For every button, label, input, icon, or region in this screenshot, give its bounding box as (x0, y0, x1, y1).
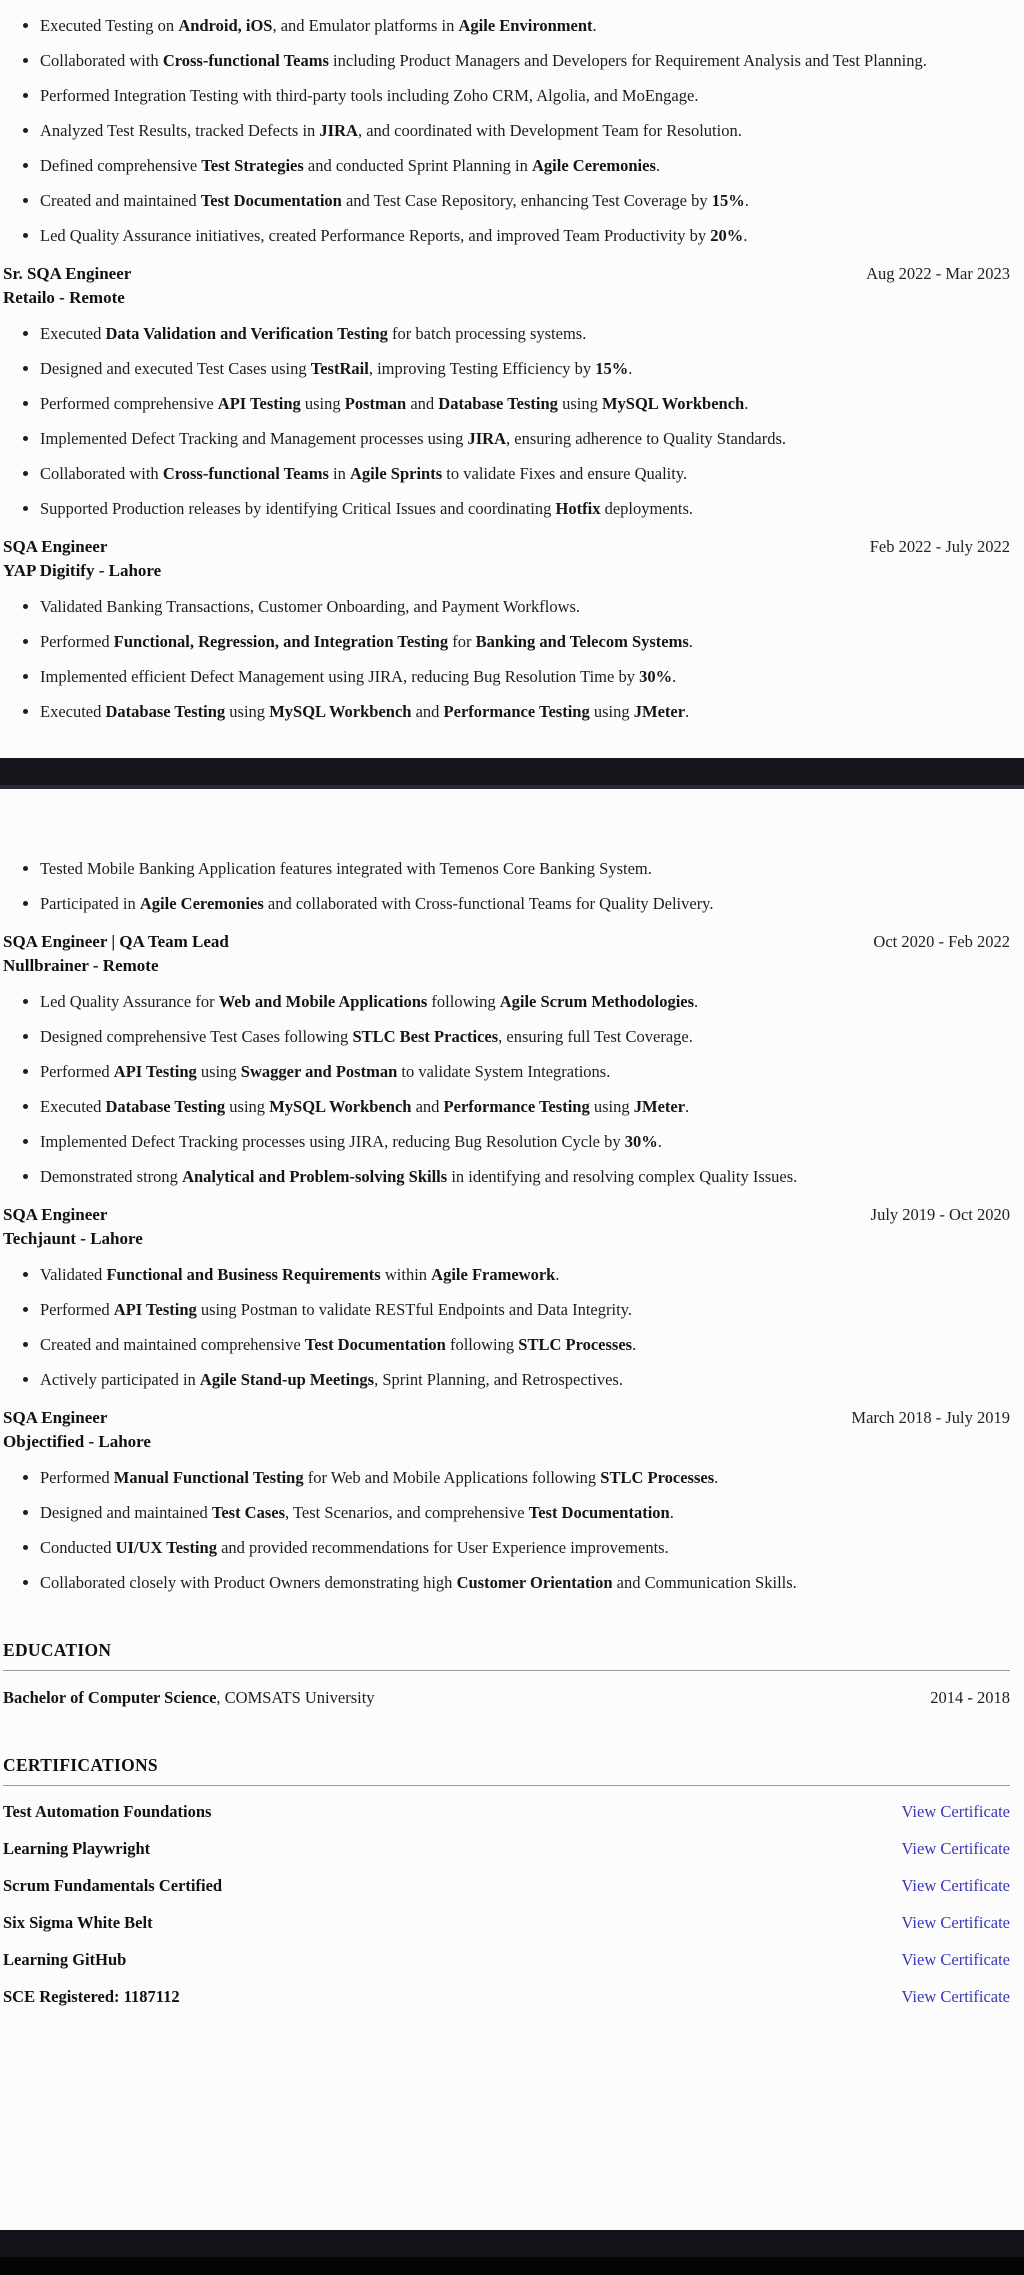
job-title: SQA Engineer (3, 1408, 108, 1427)
job-dates: March 2018 - July 2019 (851, 1408, 1010, 1427)
job-title-company (3, 1203, 143, 1251)
bullet-item: • Supported Production releases by identifying Critical Issues and coordinating Hotfix deployments. (40, 497, 1010, 520)
bullet-item: • Performed Integration Testing with third-party tools including Zoho CRM, Algolia, and MoEngage. (40, 84, 1010, 107)
job-dates: Feb 2022 - July 2022 (869, 537, 1010, 556)
bullet-list (3, 1466, 1010, 1594)
job-dates: Oct 2020 - Feb 2022 (873, 932, 1010, 951)
bullet-item: • Executed Data Validation and Verification Testing for batch processing systems. (40, 322, 1010, 345)
bullet-item: • Executed Testing on Android, iOS, and Emulator platforms in Agile Environment. (40, 14, 1010, 37)
bullet-item: • Executed Database Testing using MySQL Workbench and Performance Testing using JMeter. (40, 1095, 1010, 1118)
bullet-item: • Collaborated with Cross-functional Teams in Agile Sprints to validate Fixes and ensure Quality. (40, 462, 1010, 485)
bullet-list (3, 990, 1010, 1188)
certification-row (3, 1800, 1010, 1823)
bullet-item: • Performed API Testing using Swagger and Postman to validate System Integrations. (40, 1060, 1010, 1083)
certification-name: Learning GitHub (3, 1950, 127, 1969)
bullet-list (3, 1263, 1010, 1391)
job-title: SQA Engineer | QA Team Lead (3, 932, 229, 951)
bullet-item: • Participated in Agile Ceremonies and collaborated with Cross-functional Teams for Quality Delivery. (40, 892, 1010, 915)
bullet-item: • Led Quality Assurance for Web and Mobile Applications following Agile Scrum Methodologies. (40, 990, 1010, 1013)
experience-top-bullets (3, 14, 1010, 247)
experience-continuation-bullets (3, 857, 1010, 915)
education-degree: Bachelor of Computer Science, COMSATS University (3, 1688, 375, 1707)
bullet-item: • Implemented efficient Defect Management using JIRA, reducing Bug Resolution Time by 30%. (40, 665, 1010, 688)
bullet-item: • Designed and executed Test Cases using TestRail, improving Testing Efficiency by 15%. (40, 357, 1010, 380)
job-title: SQA Engineer (3, 537, 108, 556)
job-company: Nullbrainer - Remote (3, 956, 159, 975)
bullet-item: • Performed comprehensive API Testing using Postman and Database Testing using MySQL Workbench. (40, 392, 1010, 415)
view-certificate-link[interactable]: View Certificate (901, 1876, 1010, 1895)
bullet-item: • Collaborated closely with Product Owners demonstrating high Customer Orientation and Communication Skills. (40, 1571, 1010, 1594)
bottom-edge-band (0, 2257, 1024, 2275)
job-title-company (3, 535, 161, 583)
bullet-item: • Defined comprehensive Test Strategies and conducted Sprint Planning in Agile Ceremonies. (40, 154, 1010, 177)
certification-row (3, 1837, 1010, 1860)
bullet-item: • Tested Mobile Banking Application features integrated with Temenos Core Banking System. (40, 857, 1010, 880)
job-title: SQA Engineer (3, 1205, 108, 1224)
bullet-item: • Implemented Defect Tracking and Management processes using JIRA, ensuring adherence to Quality Standards. (40, 427, 1010, 450)
bullet-item: • Implemented Defect Tracking processes using JIRA, reducing Bug Resolution Cycle by 30%. (40, 1130, 1010, 1153)
certification-row (3, 1948, 1010, 1971)
education-dates: 2014 - 2018 (930, 1688, 1010, 1707)
page-separator (0, 758, 1024, 789)
job-header (3, 930, 1010, 978)
bullet-item: • Validated Functional and Business Requirements within Agile Framework. (40, 1263, 1010, 1286)
bullet-list (3, 857, 1010, 915)
bullet-item: • Analyzed Test Results, tracked Defects in JIRA, and coordinated with Development Team for Resolution. (40, 119, 1010, 142)
education-section (3, 1640, 1010, 1709)
certification-row (3, 1911, 1010, 1934)
job-title-company (3, 1406, 151, 1454)
job-company: YAP Digitify - Lahore (3, 561, 162, 580)
education-row (3, 1686, 1010, 1709)
certification-name: SCE Registered: 1187112 (3, 1987, 180, 2006)
view-certificate-link[interactable]: View Certificate (901, 1913, 1010, 1932)
certification-name: Test Automation Foundations (3, 1802, 212, 1821)
education-heading: EDUCATION (3, 1640, 1010, 1671)
job-entry (3, 535, 1010, 723)
certification-name: Scrum Fundamentals Certified (3, 1876, 223, 1895)
bullet-item: • Created and maintained Test Documentation and Test Case Repository, enhancing Test Coverage by 15%. (40, 189, 1010, 212)
job-header (3, 1406, 1010, 1454)
bullet-list (3, 14, 1010, 247)
bullet-item: • Collaborated with Cross-functional Teams including Product Managers and Developers for Requirement Analysis and Test Planning. (40, 49, 1010, 72)
resume-page-1 (0, 0, 1024, 758)
job-entry (3, 930, 1010, 1188)
job-title-company (3, 930, 229, 978)
job-dates: Aug 2022 - Mar 2023 (866, 264, 1010, 283)
bullet-item: • Executed Database Testing using MySQL Workbench and Performance Testing using JMeter. (40, 700, 1010, 723)
job-header (3, 535, 1010, 583)
job-company: Techjaunt - Lahore (3, 1229, 143, 1248)
bullet-item: • Designed comprehensive Test Cases following STLC Best Practices, ensuring full Test Coverage. (40, 1025, 1010, 1048)
view-certificate-link[interactable]: View Certificate (901, 1839, 1010, 1858)
job-entry (3, 1203, 1010, 1391)
view-certificate-link[interactable]: View Certificate (901, 1950, 1010, 1969)
bullet-list (3, 595, 1010, 723)
bottom-separator-band (0, 2230, 1024, 2257)
bullet-item: • Actively participated in Agile Stand-up Meetings, Sprint Planning, and Retrospectives. (40, 1368, 1010, 1391)
job-company: Retailo - Remote (3, 288, 125, 307)
certifications-section (3, 1755, 1010, 2008)
experience-page1-jobs (3, 262, 1010, 723)
bullet-item: • Performed API Testing using Postman to validate RESTful Endpoints and Data Integrity. (40, 1298, 1010, 1321)
certification-row (3, 1874, 1010, 1897)
bullet-item: • Led Quality Assurance initiatives, created Performance Reports, and improved Team Productivity by 20%. (40, 224, 1010, 247)
job-entry (3, 262, 1010, 520)
job-title: Sr. SQA Engineer (3, 264, 132, 283)
bullet-item: • Created and maintained comprehensive Test Documentation following STLC Processes. (40, 1333, 1010, 1356)
bullet-item: • Conducted UI/UX Testing and provided recommendations for User Experience improvements. (40, 1536, 1010, 1559)
bullet-item: • Validated Banking Transactions, Customer Onboarding, and Payment Workflows. (40, 595, 1010, 618)
bullet-item: • Performed Functional, Regression, and Integration Testing for Banking and Telecom Systems. (40, 630, 1010, 653)
job-header (3, 1203, 1010, 1251)
job-dates: July 2019 - Oct 2020 (870, 1205, 1010, 1224)
resume-page-2 (0, 789, 1024, 2230)
certification-name: Six Sigma White Belt (3, 1913, 153, 1932)
job-header (3, 262, 1010, 310)
experience-page2-jobs (3, 930, 1010, 1594)
bullet-item: • Performed Manual Functional Testing for Web and Mobile Applications following STLC Processes. (40, 1466, 1010, 1489)
certification-name: Learning Playwright (3, 1839, 151, 1858)
bullet-item: • Demonstrated strong Analytical and Problem-solving Skills in identifying and resolving complex Quality Issues. (40, 1165, 1010, 1188)
view-certificate-link[interactable]: View Certificate (901, 1802, 1010, 1821)
certifications-heading: CERTIFICATIONS (3, 1755, 1010, 1786)
job-entry (3, 1406, 1010, 1594)
bullet-item: • Designed and maintained Test Cases, Test Scenarios, and comprehensive Test Documentation. (40, 1501, 1010, 1524)
certification-row (3, 1985, 1010, 2008)
job-company: Objectified - Lahore (3, 1432, 151, 1451)
bullet-list (3, 322, 1010, 520)
job-title-company (3, 262, 131, 310)
certifications-list (3, 1800, 1010, 2008)
view-certificate-link[interactable]: View Certificate (901, 1987, 1010, 2006)
